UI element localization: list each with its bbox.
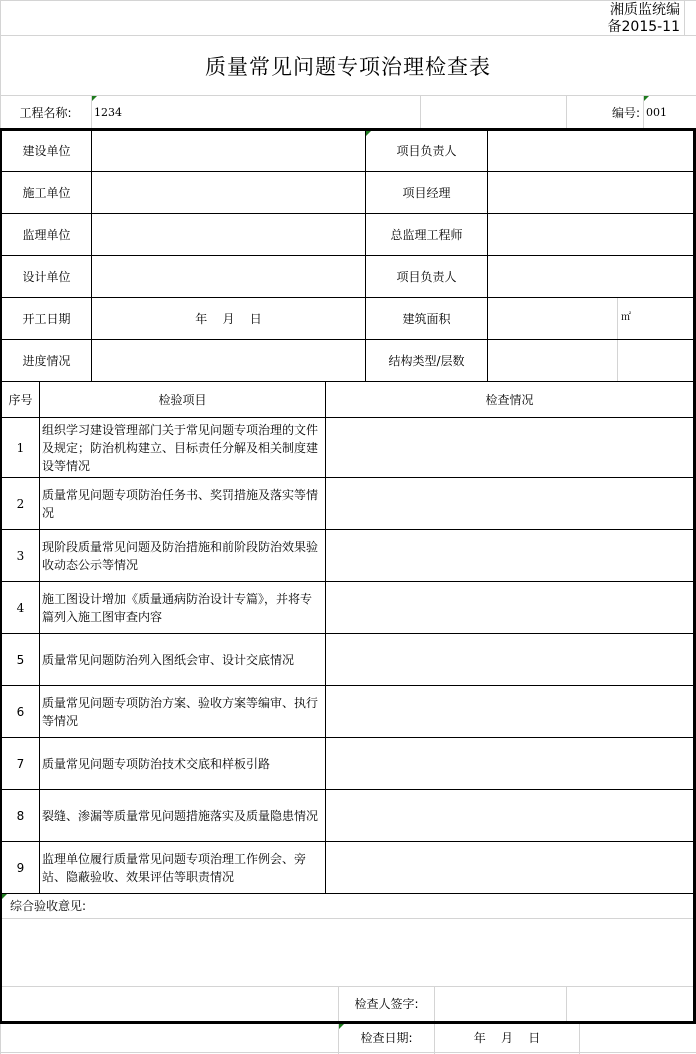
info-label-chief-supervisor: 总监理工程师: [390, 227, 463, 242]
info-label-construction-unit: 建设单位: [22, 144, 71, 158]
row-seq: 5: [16, 652, 25, 667]
row-result-field[interactable]: [326, 842, 693, 893]
info-field-design-unit[interactable]: [92, 256, 365, 297]
row-item-text: 组织学习建设管理部门关于常见问题专项治理的文件及规定；防治机构建立、目标责任分解及相关制度建设等情况: [42, 422, 319, 473]
info-field-contractor[interactable]: [92, 172, 365, 213]
row-item-text: 裂缝、渗漏等质量常见问题措施落实及质量隐患情况: [42, 808, 319, 823]
project-number-label: 编号:: [611, 105, 640, 120]
info-label-structure-type: 结构类型/层数: [388, 353, 465, 368]
row-seq: 9: [16, 860, 25, 875]
row-item-text: 质量常见问题专项防治方案、验收方案等编审、执行等情况: [42, 695, 319, 728]
info-field-project-leader[interactable]: [488, 131, 693, 171]
row-item-text: 质量常见问题专项防治技术交底和样板引路: [42, 756, 271, 771]
row-result-field[interactable]: [326, 582, 693, 633]
row-seq: 8: [16, 808, 25, 823]
row-result-field[interactable]: [326, 418, 693, 477]
row-seq: 6: [16, 704, 25, 719]
info-field-supervisor-unit[interactable]: [92, 214, 365, 255]
row-seq: 3: [16, 548, 25, 563]
info-field-progress[interactable]: [92, 340, 365, 381]
info-field-design-leader[interactable]: [488, 256, 693, 297]
info-label-building-area: 建筑面积: [402, 311, 451, 326]
info-field-construction-unit[interactable]: [92, 131, 365, 171]
row-result-field[interactable]: [326, 478, 693, 529]
column-header-seq: 序号: [8, 392, 33, 407]
gridline: [0, 0, 696, 1]
row-result-field[interactable]: [326, 634, 693, 685]
project-name-label: 工程名称:: [19, 105, 72, 120]
info-label-supervisor-unit: 监理单位: [22, 227, 71, 242]
row-item-text: 现阶段质量常见问题及防治措施和前阶段防治效果验收动态公示等情况: [42, 539, 319, 572]
page-title: 质量常见问题专项治理检查表: [205, 54, 491, 79]
row-item-text: 质量常见问题专项防治任务书、奖罚措施及落实等情况: [42, 487, 319, 520]
info-label-contractor: 施工单位: [22, 185, 71, 200]
row-seq: 4: [16, 600, 25, 615]
row-seq: 2: [16, 496, 25, 511]
form-code-line2: 备2015-11: [607, 19, 680, 35]
row-result-field[interactable]: [326, 530, 693, 581]
info-label-design-leader: 项目负责人: [396, 269, 457, 284]
inspector-signature-label: 检查人签字:: [354, 997, 419, 1011]
column-header-item: 检验项目: [158, 392, 207, 407]
row-seq: 1: [16, 440, 25, 455]
overall-opinion-field[interactable]: [2, 919, 693, 986]
column-header-result: 检查情况: [485, 392, 534, 407]
info-label-project-leader: 项目负责人: [396, 144, 457, 158]
project-number-field[interactable]: 001: [646, 105, 667, 119]
info-field-start-date[interactable]: 年 月 日: [195, 311, 262, 326]
row-result-field[interactable]: [326, 738, 693, 789]
row-result-field[interactable]: [326, 790, 693, 841]
row-seq: 7: [16, 756, 25, 771]
info-field-building-area[interactable]: [488, 298, 617, 339]
col-border: [39, 382, 40, 893]
info-label-design-unit: 设计单位: [22, 269, 71, 284]
row-item-text: 施工图设计增加《质量通病防治设计专篇》，并将专篇列入施工图审查内容: [42, 591, 313, 624]
inspection-date-label: 检查日期:: [360, 1031, 413, 1045]
info-label-project-manager: 项目经理: [402, 185, 451, 200]
row-item-text: 质量常见问题防治列入图纸会审、设计交底情况: [42, 652, 295, 667]
project-name-field[interactable]: 1234: [94, 105, 122, 119]
gridline: [0, 1052, 696, 1053]
overall-opinion-label: 综合验收意见:: [10, 899, 87, 913]
gridline: [579, 1022, 580, 1054]
row-result-field[interactable]: [326, 686, 693, 737]
row-item-text: 监理单位履行质量常见问题专项治理工作例会、旁站、隐蔽验收、效果评估等职责情况: [42, 851, 307, 884]
info-field-floors[interactable]: [618, 340, 693, 381]
project-extra-field[interactable]: [421, 96, 566, 129]
form-code-line1: 湘质监统编: [610, 2, 680, 18]
info-field-chief-supervisor[interactable]: [488, 214, 693, 255]
gridline: [566, 986, 567, 1022]
comment-marker-icon: [2, 894, 7, 899]
info-field-structure-type[interactable]: [488, 340, 617, 381]
info-field-project-manager[interactable]: [488, 172, 693, 213]
gridline: [684, 0, 685, 35]
info-label-start-date: 开工日期: [22, 311, 71, 326]
inspection-date-field[interactable]: 年 月 日: [473, 1031, 541, 1045]
area-unit-label: ㎡: [621, 312, 631, 323]
inspector-signature-field[interactable]: [435, 987, 566, 1021]
info-label-progress: 进度情况: [22, 353, 71, 368]
